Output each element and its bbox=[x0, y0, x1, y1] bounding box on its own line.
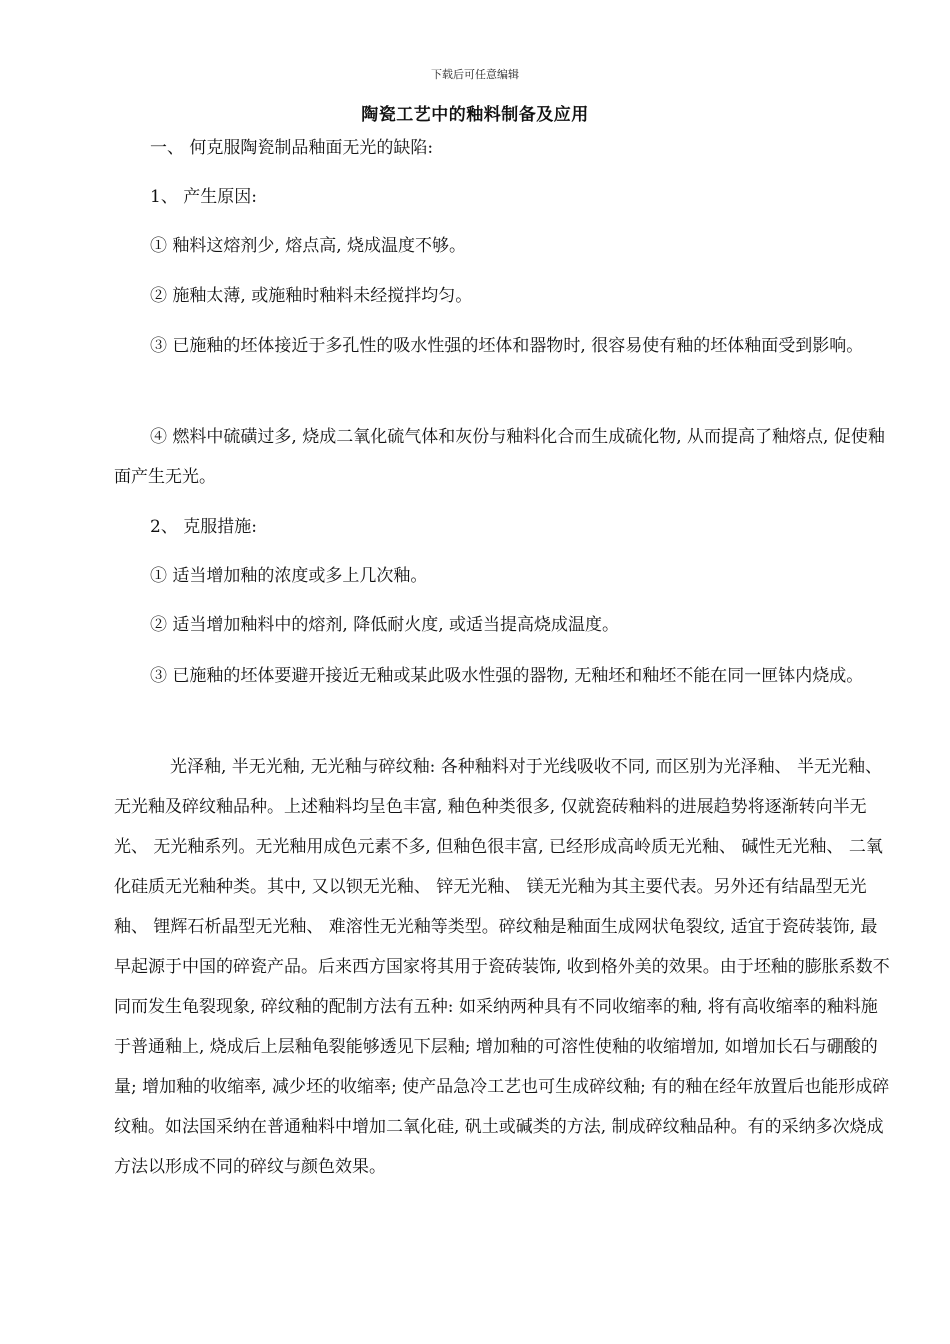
cause-item: ④ 燃料中硫磺过多, 烧成二氧化硫气体和灰份与釉料化合而生成硫化物, 从而提高了釉熔点, 促使釉面产生无光。 bbox=[114, 427, 885, 487]
cause-item: ① 釉料这熔剂少, 熔点高, 烧成温度不够。 bbox=[150, 236, 467, 256]
measure-item: ③ 已施釉的坯体要避开接近无釉或某此吸水性强的器物, 无釉坯和釉坯不能在同一匣钵内烧成。 bbox=[150, 666, 864, 686]
cause-item: ③ 已施釉的坯体接近于多孔性的吸水性强的坯体和器物时, 很容易使有釉的坯体釉面受到影响。 bbox=[150, 336, 864, 356]
body-paragraph: 光泽釉, 半无光釉, 无光釉与碎纹釉: 各种釉料对于光线吸收不同, 而区别为光泽釉、 半无光釉、 无光釉及碎纹釉品种。上述釉料均呈色丰富, 釉色种类很多, 仅就瓷砖釉料的进展趋势将逐渐转向半无光、 无光釉系列。无光釉用成色元素不多, 但釉色很丰富, 已经形成高岭质无光釉、 碱性无光釉、 二氧化硅质无光釉种类。其中, 又以钡无光釉、 锌无光釉、 镁无光釉为其主要代表。另外还有结晶型无光釉、 锂辉石析晶型无光釉、 难溶性无光釉等类型。碎纹釉是釉面生成网状龟裂纹, 适宜于瓷砖装饰, 最早起源于中国的碎瓷产品。后来西方国家将其用于瓷砖装饰, 收到格外美的效果。由于坯釉的膨胀系数不同而发生龟裂现象, 碎纹釉的配制方法有五种: 如采纳两种具有不同收缩率的釉, 将有高收缩率的釉料施于普通釉上, 烧成后上层釉龟裂能够透见下层釉; 增加釉的可溶性使釉的收缩增加, 如增加长石与硼酸的量; 增加釉的收缩率, 减少坯的收缩率; 使产品急冷工艺也可生成碎纹釉; 有的釉在经年放置后也能形成碎纹釉。如法国采纳在普通釉料中增加二氧化硅, 矾土或碱类的方法, 制成碎纹釉品种。有的采纳多次烧成方法以形成不同的碎纹与颜色效果。 bbox=[114, 757, 890, 1177]
cause-item: ② 施釉太薄, 或施釉时釉料未经搅拌均匀。 bbox=[150, 286, 473, 306]
document-title: 陶瓷工艺中的釉料制备及应用 bbox=[361, 105, 589, 125]
measure-item: ② 适当增加釉料中的熔剂, 降低耐火度, 或适当提高烧成温度。 bbox=[150, 615, 620, 635]
subsection-heading-causes: 1、 产生原因: bbox=[150, 187, 257, 207]
subsection-heading-measures: 2、 克服措施: bbox=[150, 517, 257, 537]
section-heading: 一、 何克服陶瓷制品釉面无光的缺陷: bbox=[150, 138, 434, 158]
page-header: 下载后可任意编辑 bbox=[431, 68, 519, 81]
measure-item: ① 适当增加釉的浓度或多上几次釉。 bbox=[150, 566, 428, 586]
